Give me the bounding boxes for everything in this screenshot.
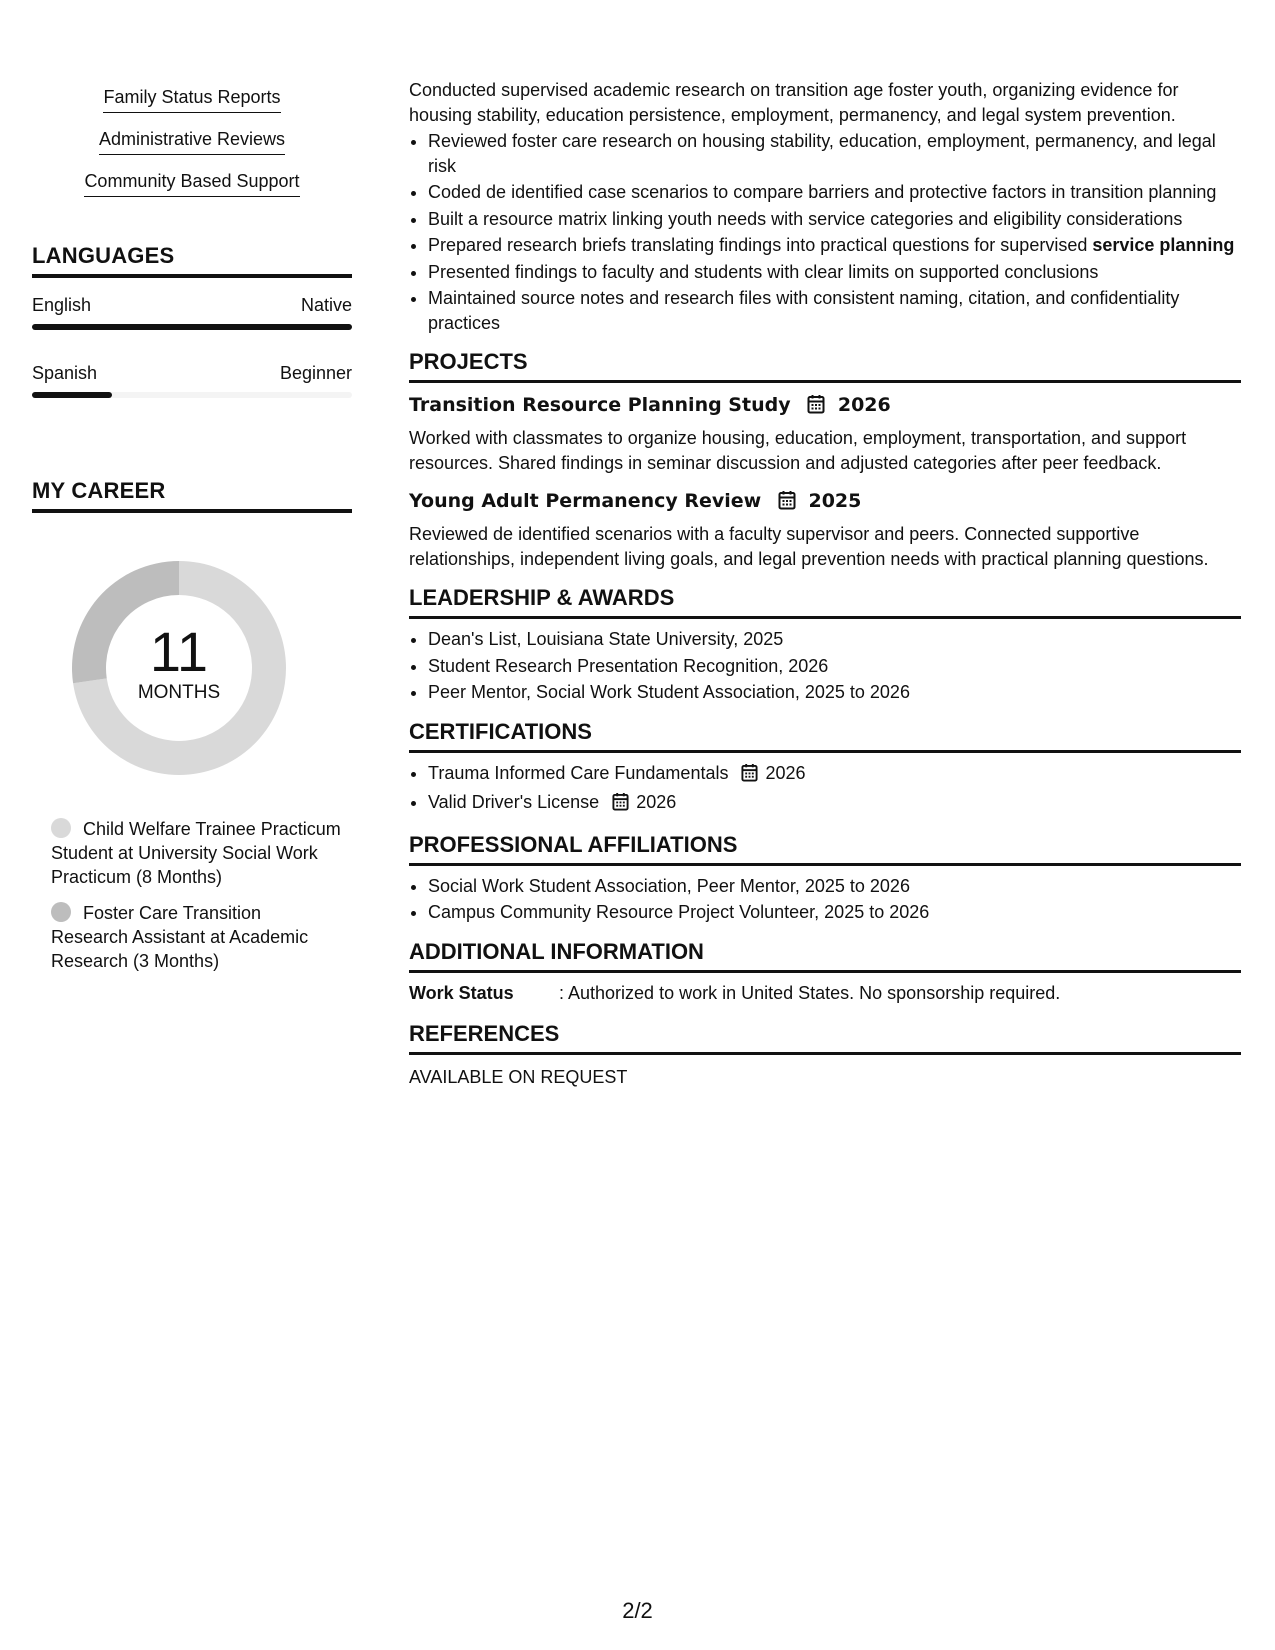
project-item (409, 391, 1241, 475)
language-name: Spanish (32, 363, 98, 383)
certification-year: 2026 (636, 792, 677, 812)
projects-section (409, 349, 1241, 571)
page-number: 2/2 (622, 1598, 653, 1623)
career-item-label: Foster Care Transition Research Assistant at Academic Research (3 Months) (51, 903, 309, 971)
projects-heading: PROJECTS (409, 349, 1241, 383)
calendar-icon (807, 394, 825, 422)
language-row (32, 360, 352, 398)
experience-bullet: • Coded de identified case scenarios to compare barriers and protective factors in transition planning (428, 180, 1241, 205)
calendar-icon (741, 763, 758, 789)
career-donut-chart (64, 553, 294, 783)
affiliation-item: • Campus Community Resource Project Volunteer, 2025 to 2026 (428, 900, 1241, 925)
references-heading: REFERENCES (409, 1021, 1241, 1055)
leadership-item: • Peer Mentor, Social Work Student Association, 2025 to 2026 (428, 680, 1241, 705)
project-description: Reviewed de identified scenarios with a faculty supervisor and peers. Connected supportive relationships, independent living goals, and legal prevention needs with practical planning questions. (409, 524, 1209, 569)
language-row (32, 292, 352, 330)
skills-list (32, 84, 352, 197)
languages-heading: LANGUAGES (32, 243, 352, 278)
career-legend-dot (51, 818, 71, 838)
career-total: 11 (149, 620, 209, 683)
work-status-row (409, 981, 1241, 1005)
certification-item (428, 790, 1241, 818)
languages-section (32, 243, 352, 398)
experience-bullets (409, 129, 1241, 335)
experience-bullet: • Presented findings to faculty and students with clear limits on supported conclusions (428, 260, 1241, 285)
experience-bullet: • Built a resource matrix linking youth needs with service categories and eligibility considerations (428, 207, 1241, 232)
sidebar (32, 84, 352, 985)
project-year: 2025 (808, 490, 862, 512)
additional-info-section (409, 939, 1241, 1005)
language-proficiency-fill (32, 392, 112, 398)
career-section (32, 478, 352, 973)
references-section (409, 1021, 1241, 1089)
certifications-heading: CERTIFICATIONS (409, 719, 1241, 753)
project-description: Worked with classmates to organize housing, education, employment, transportation, and support resources. Shared findings in seminar discussion and adjusted categories after peer feedback. (409, 428, 1187, 473)
career-heading: MY CAREER (32, 478, 352, 513)
certifications-section (409, 719, 1241, 818)
experience-bullet: • Maintained source notes and research files with consistent naming, citation, and confidentiality practices (428, 286, 1241, 335)
calendar-icon (778, 490, 796, 518)
certification-item (428, 761, 1241, 789)
experience-summary: Conducted supervised academic research on transition age foster youth, organizing evidence for housing stability, education persistence, employment, permanency, and legal system prevention. (409, 80, 1179, 125)
language-level: Beginner (279, 363, 352, 383)
affiliations-section (409, 832, 1241, 925)
additional-info-heading: ADDITIONAL INFORMATION (409, 939, 1241, 973)
references-text: AVAILABLE ON REQUEST (409, 1066, 628, 1087)
language-proficiency-fill (32, 324, 352, 330)
experience-bullet (428, 233, 1241, 258)
work-status-label: Work Status (409, 982, 514, 1003)
skill-tag: Administrative Reviews (99, 126, 285, 155)
career-item (51, 901, 341, 973)
language-name: English (32, 295, 92, 315)
skill-tag: Community Based Support (84, 168, 299, 197)
language-level: Native (300, 295, 352, 315)
project-item (409, 487, 1241, 571)
language-proficiency-bar (32, 392, 352, 398)
certification-name: Valid Driver's License (428, 792, 600, 812)
project-title: Young Adult Permanency Review (409, 490, 762, 512)
work-status-value: : Authorized to work in United States. No sponsorship required. (559, 982, 1061, 1003)
career-unit: MONTHS (137, 682, 221, 703)
leadership-list (409, 627, 1241, 705)
experience-bullet: • Reviewed foster care research on housing stability, education, employment, permanency, and legal risk (428, 129, 1241, 178)
affiliations-list (409, 874, 1241, 925)
leadership-section (409, 585, 1241, 705)
leadership-heading: LEADERSHIP & AWARDS (409, 585, 1241, 619)
bullet-bold-term: service planning (1092, 235, 1235, 255)
main-column (409, 78, 1241, 1089)
career-item-label: Child Welfare Trainee Practicum Student at University Social Work Practicum (8 Months) (51, 819, 341, 887)
language-proficiency-bar (32, 324, 352, 330)
affiliation-item: • Social Work Student Association, Peer Mentor, 2025 to 2026 (428, 874, 1241, 899)
certification-year: 2026 (765, 762, 806, 783)
skill-tag: Family Status Reports (103, 84, 280, 113)
affiliations-heading: PROFESSIONAL AFFILIATIONS (409, 832, 1241, 866)
experience-section (409, 78, 1241, 335)
bullet-text: Prepared research briefs translating findings into practical questions for supervised (428, 235, 1093, 255)
calendar-icon (612, 792, 629, 818)
leadership-item: • Dean's List, Louisiana State University, 2025 (428, 627, 1241, 652)
certifications-list (409, 761, 1241, 818)
career-legend-dot (51, 902, 71, 922)
career-item (51, 817, 341, 889)
career-list (32, 817, 341, 973)
project-title: Transition Resource Planning Study (409, 394, 791, 416)
project-year: 2026 (837, 394, 891, 416)
certification-name: Trauma Informed Care Fundamentals (428, 762, 729, 783)
leadership-item: • Student Research Presentation Recognition, 2026 (428, 654, 1241, 679)
